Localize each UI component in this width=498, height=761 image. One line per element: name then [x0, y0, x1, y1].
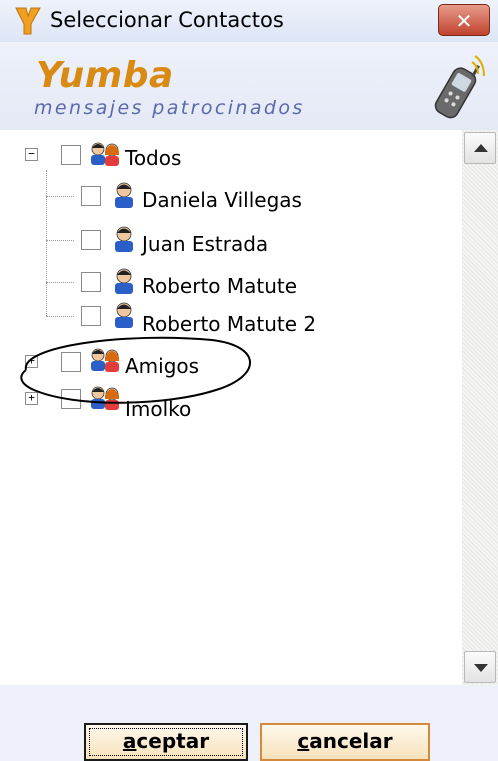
arrow-down-icon	[474, 664, 488, 672]
expand-toggle[interactable]: +	[25, 355, 38, 368]
checkbox-contact[interactable]	[81, 272, 101, 292]
tree-node-contact[interactable]	[74, 224, 334, 264]
window-title: Seleccionar Contactos	[50, 8, 284, 32]
close-icon: ✕	[455, 9, 473, 33]
tree-node-label: Imolko	[125, 397, 192, 421]
tree-connector	[46, 196, 74, 197]
group-users-icon	[88, 141, 124, 167]
contact-user-icon	[112, 225, 136, 253]
tree-node-label: Todos	[125, 146, 182, 170]
collapse-toggle[interactable]: −	[25, 148, 38, 161]
tree-connector-vertical	[46, 170, 47, 316]
title-bar[interactable]	[0, 0, 498, 42]
contact-user-icon	[112, 267, 136, 295]
accept-mnemonic: a	[122, 729, 137, 753]
close-button[interactable]	[438, 4, 490, 36]
brand-tagline: mensajes patrocinados	[34, 97, 305, 119]
tree-node-label: Daniela Villegas	[142, 188, 302, 212]
cancel-label: ancelar	[309, 729, 393, 753]
scroll-down-button[interactable]	[464, 651, 496, 683]
tree-connector	[46, 316, 74, 317]
vertical-scrollbar[interactable]	[462, 130, 498, 685]
checkbox-contact[interactable]	[81, 230, 101, 250]
accept-button[interactable]	[84, 723, 248, 761]
tree-node-label: Roberto Matute 2	[142, 312, 317, 336]
checkbox-todos[interactable]	[61, 145, 81, 165]
arrow-up-icon	[474, 144, 488, 152]
yumba-y-icon	[14, 6, 42, 36]
tree-node-label: Amigos	[125, 354, 200, 378]
tree-node-label: Juan Estrada	[142, 232, 269, 256]
tree-connector	[46, 282, 74, 283]
scroll-up-button[interactable]	[464, 132, 496, 164]
cancel-mnemonic: c	[297, 729, 310, 753]
checkbox-contact[interactable]	[81, 306, 101, 326]
tree-node-contact[interactable]	[74, 180, 334, 220]
cancel-button[interactable]	[260, 723, 430, 761]
tree-node-label: Roberto Matute	[142, 274, 298, 298]
mobile-phone-icon	[428, 54, 488, 122]
brand-logo: Yumba	[36, 55, 174, 96]
tree-connector	[46, 240, 74, 241]
focus-ring	[89, 728, 243, 756]
tree-node-todos[interactable]	[20, 138, 220, 178]
annotation-ellipse	[16, 326, 266, 410]
checkbox-contact[interactable]	[81, 186, 101, 206]
accept-label: ceptar	[136, 729, 210, 753]
contact-user-icon	[112, 301, 136, 329]
expand-toggle[interactable]: +	[25, 392, 38, 405]
contact-user-icon	[112, 181, 136, 209]
